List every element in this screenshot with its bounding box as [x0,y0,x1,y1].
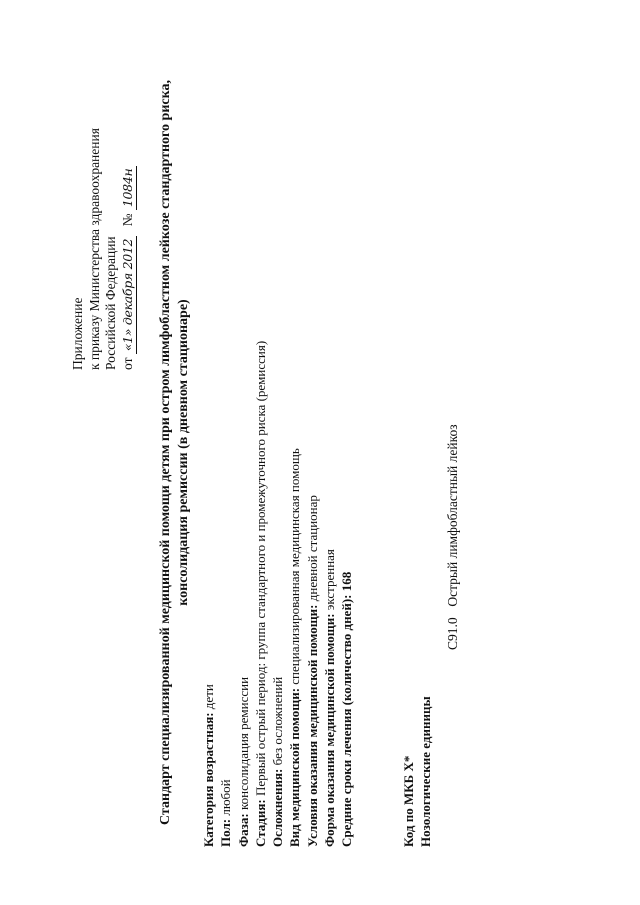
mkb-block [400,696,434,847]
handwritten-date: «1» декабря 2012 [120,236,138,354]
appendix-line-2: к приказу Министерства здравоохранения [86,128,102,370]
attribute-row [321,341,338,847]
attribute-value: Первый острый период: группа стандартного и промежуточного риска (ремиссия) [252,340,268,797]
attributes-list [200,341,356,847]
attribute-row [200,341,217,847]
attribute-value: консолидация ремиссии [235,676,251,811]
attribute-label: Вид медицинской помощи: [287,687,303,847]
attribute-value: любой [218,779,234,816]
nosological-units-label: Нозологические единицы [418,696,433,847]
appendix-block [70,128,136,370]
number-label: № [119,213,135,227]
attribute-label: Пол: [218,818,234,847]
appendix-date-line [120,128,137,370]
appendix-line-1: Приложение [70,297,85,370]
attribute-label: Фаза: [235,813,251,847]
attribute-value: специализированная медицинская помощь [287,448,303,685]
attribute-row [252,341,269,847]
attribute-row [235,341,252,847]
diagnosis-name: Острый лимфобластный лейкоз [445,424,460,607]
from-label: от [119,357,135,370]
attribute-value: 168 [339,571,355,592]
attribute-row [338,341,355,847]
attribute-label: Категория возрастная: [201,712,216,847]
attribute-row [269,341,286,847]
attribute-label: Осложнения: [270,768,286,847]
attribute-value: дневной стационар [304,495,320,602]
diagnosis-row [445,424,461,650]
document-title: Стандарт специализированной медицинской помощи детям при остром лимфобластном лейкозе стандартного риска, консолидация ремиссии (в дневном стационаре) [158,80,191,825]
appendix-line-3: Российской Федерации [103,236,118,370]
attribute-label: Стадия: [252,799,268,847]
mkb-code-label: Код по МКБ X* [401,755,416,847]
attribute-row [304,341,321,847]
attribute-label: Форма оказания медицинской помощи: [322,613,338,847]
diagnosis-code: C91.0 [445,617,460,650]
attribute-label: Средние сроки лечения (количество дней): [339,594,355,847]
handwritten-number: 1084н [120,166,138,211]
attribute-row [286,341,303,847]
attribute-value: без осложнений [270,676,286,766]
attribute-value: дети [201,684,216,710]
attribute-value: экстренная [322,549,338,611]
attribute-label: Условия оказания медицинской помощи: [304,604,320,847]
attribute-row [217,341,234,847]
